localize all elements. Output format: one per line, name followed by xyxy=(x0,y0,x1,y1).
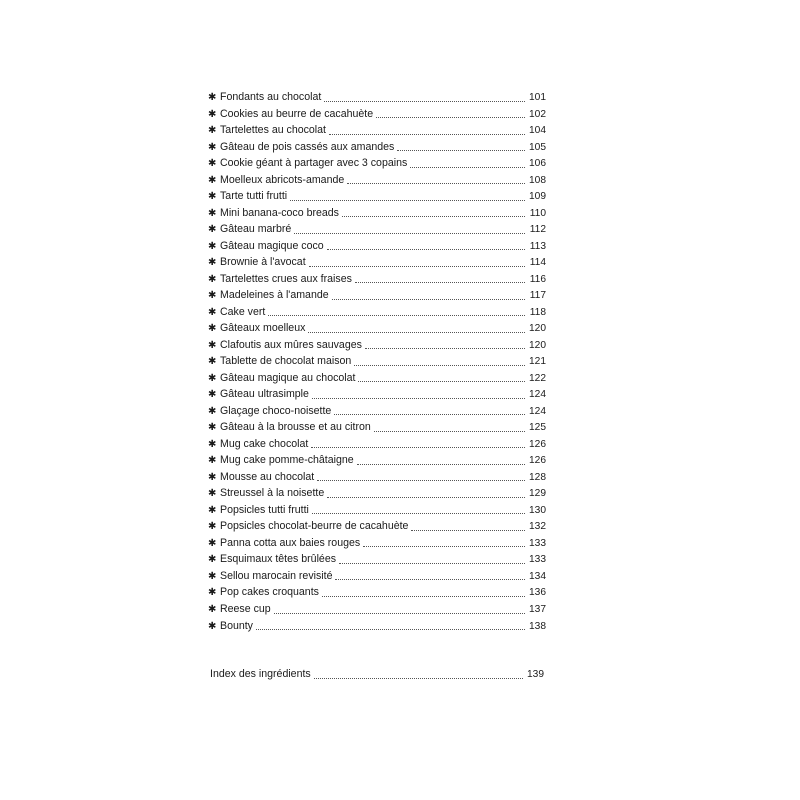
toc-entry xyxy=(208,436,546,453)
asterisk-bullet-icon: ✱ xyxy=(208,471,217,483)
toc-entry-title: Streussel à la noisette xyxy=(220,487,325,500)
index-page-number: 139 xyxy=(527,669,544,680)
toc-entry xyxy=(208,518,546,535)
asterisk-bullet-icon: ✱ xyxy=(208,323,217,335)
asterisk-bullet-icon: ✱ xyxy=(208,257,217,269)
toc-entry-page-number: 122 xyxy=(529,372,546,384)
toc-entry xyxy=(208,221,546,238)
dot-leader xyxy=(332,298,525,300)
toc-entry-page-number: 120 xyxy=(529,339,546,351)
toc-entry xyxy=(208,386,546,403)
asterisk-bullet-icon: ✱ xyxy=(208,141,217,153)
toc-entry-page-number: 126 xyxy=(529,455,546,467)
toc-entry xyxy=(208,304,546,321)
dot-leader xyxy=(376,116,525,118)
table-of-contents xyxy=(208,89,546,634)
toc-entry-page-number: 136 xyxy=(529,587,546,599)
dot-leader xyxy=(322,595,525,597)
toc-entry-title: Gâteau à la brousse et au citron xyxy=(220,421,371,434)
toc-entry xyxy=(208,254,546,271)
index-entry xyxy=(210,666,544,683)
toc-entry xyxy=(208,485,546,502)
toc-entry-page-number: 109 xyxy=(529,191,546,203)
toc-entry-page-number: 130 xyxy=(529,504,546,516)
toc-entry-page-number: 105 xyxy=(529,141,546,153)
asterisk-bullet-icon: ✱ xyxy=(208,224,217,236)
toc-entry-title: Mousse au chocolat xyxy=(220,470,315,483)
toc-entry-title: Popsicles tutti frutti xyxy=(220,503,309,516)
toc-entry xyxy=(208,502,546,519)
asterisk-bullet-icon: ✱ xyxy=(208,537,217,549)
toc-entry xyxy=(208,535,546,552)
asterisk-bullet-icon: ✱ xyxy=(208,504,217,516)
toc-entry-title: Gâteau magique au chocolat xyxy=(220,371,356,384)
toc-entry-title: Esquimaux têtes brûlées xyxy=(220,553,337,566)
dot-leader xyxy=(342,215,525,217)
toc-entry xyxy=(208,271,546,288)
toc-entry-page-number: 110 xyxy=(529,207,546,219)
toc-entry-title: Tartelettes au chocolat xyxy=(220,124,326,137)
toc-entry xyxy=(208,618,546,635)
dot-leader xyxy=(363,545,525,547)
toc-entry-title: Clafoutis aux mûres sauvages xyxy=(220,338,362,351)
toc-entry-page-number: 133 xyxy=(529,537,546,549)
dot-leader xyxy=(355,281,525,283)
toc-entry-title: Gâteau de pois cassés aux amandes xyxy=(220,140,395,153)
asterisk-bullet-icon: ✱ xyxy=(208,389,217,401)
toc-entry-title: Cookies au beurre de cacahuète xyxy=(220,107,374,120)
toc-entry xyxy=(208,155,546,172)
asterisk-bullet-icon: ✱ xyxy=(208,405,217,417)
toc-entry-title: Bounty xyxy=(220,619,253,632)
toc-entry xyxy=(208,403,546,420)
toc-entry xyxy=(208,353,546,370)
toc-entry-title: Sellou marocain revisité xyxy=(220,569,333,582)
dot-leader xyxy=(374,430,525,432)
asterisk-bullet-icon: ✱ xyxy=(208,158,217,170)
toc-entry-page-number: 104 xyxy=(529,125,546,137)
dot-leader xyxy=(290,199,525,201)
toc-entry-page-number: 118 xyxy=(529,306,546,318)
asterisk-bullet-icon: ✱ xyxy=(208,587,217,599)
asterisk-bullet-icon: ✱ xyxy=(208,372,217,384)
toc-entry-page-number: 126 xyxy=(529,438,546,450)
asterisk-bullet-icon: ✱ xyxy=(208,521,217,533)
toc-entry-page-number: 132 xyxy=(529,521,546,533)
asterisk-bullet-icon: ✱ xyxy=(208,191,217,203)
toc-entry-page-number: 133 xyxy=(529,554,546,566)
toc-entry-page-number: 120 xyxy=(529,323,546,335)
dot-leader xyxy=(324,100,525,102)
toc-entry-page-number: 125 xyxy=(529,422,546,434)
toc-entry-title: Tartelettes crues aux fraises xyxy=(220,272,352,285)
toc-entry-page-number: 137 xyxy=(529,603,546,615)
toc-entry-title: Mug cake chocolat xyxy=(220,437,309,450)
dot-leader xyxy=(335,578,525,580)
dot-leader xyxy=(256,628,525,630)
toc-entry xyxy=(208,568,546,585)
toc-entry-title: Gâteaux moelleux xyxy=(220,322,306,335)
toc-entry-page-number: 101 xyxy=(529,92,546,103)
toc-entry-page-number: 117 xyxy=(529,290,546,302)
dot-leader xyxy=(358,380,525,382)
dot-leader xyxy=(347,182,525,184)
dot-leader xyxy=(327,248,525,250)
asterisk-bullet-icon: ✱ xyxy=(208,174,217,186)
asterisk-bullet-icon: ✱ xyxy=(208,108,217,120)
toc-entry xyxy=(208,469,546,486)
toc-entry xyxy=(208,139,546,156)
toc-entry-title: Brownie à l'avocat xyxy=(220,256,306,269)
toc-entry xyxy=(208,320,546,337)
dot-leader xyxy=(354,364,525,366)
toc-entry-page-number: 113 xyxy=(529,240,546,252)
toc-entry-page-number: 116 xyxy=(529,273,546,285)
asterisk-bullet-icon: ✱ xyxy=(208,488,217,500)
toc-entry-title: Madeleines à l'amande xyxy=(220,289,329,302)
toc-entry-page-number: 102 xyxy=(529,108,546,120)
asterisk-bullet-icon: ✱ xyxy=(208,207,217,219)
toc-entry xyxy=(208,205,546,222)
dot-leader xyxy=(268,314,525,316)
asterisk-bullet-icon: ✱ xyxy=(208,620,217,632)
asterisk-bullet-icon: ✱ xyxy=(208,570,217,582)
toc-entry xyxy=(208,370,546,387)
toc-entry-page-number: 124 xyxy=(529,405,546,417)
asterisk-bullet-icon: ✱ xyxy=(208,422,217,434)
dot-leader xyxy=(308,331,525,333)
toc-entry-title: Glaçage choco-noisette xyxy=(220,404,332,417)
toc-entry xyxy=(208,287,546,304)
asterisk-bullet-icon: ✱ xyxy=(208,125,217,137)
toc-entry-title: Moelleux abricots-amande xyxy=(220,173,345,186)
toc-entry-page-number: 112 xyxy=(529,224,546,236)
dot-leader xyxy=(327,496,525,498)
toc-entry-page-number: 108 xyxy=(529,174,546,186)
asterisk-bullet-icon: ✱ xyxy=(208,273,217,285)
toc-entry-title: Popsicles chocolat-beurre de cacahuète xyxy=(220,520,409,533)
index-title: Index des ingrédients xyxy=(210,668,311,680)
toc-entry-title: Tarte tutti frutti xyxy=(220,190,288,203)
toc-entry-title: Cake vert xyxy=(220,305,266,318)
toc-entry xyxy=(208,584,546,601)
dot-leader xyxy=(314,677,523,679)
toc-entry-title: Mini banana-coco breads xyxy=(220,206,339,219)
toc-entry xyxy=(208,551,546,568)
dot-leader xyxy=(317,479,525,481)
toc-entry-page-number: 138 xyxy=(529,620,546,632)
toc-entry-title: Cookie géant à partager avec 3 copains xyxy=(220,157,408,170)
dot-leader xyxy=(357,463,525,465)
toc-entry-page-number: 128 xyxy=(529,471,546,483)
dot-leader xyxy=(410,166,525,168)
dot-leader xyxy=(365,347,525,349)
asterisk-bullet-icon: ✱ xyxy=(208,92,217,103)
toc-entry-title: Gâteau magique coco xyxy=(220,239,324,252)
asterisk-bullet-icon: ✱ xyxy=(208,438,217,450)
toc-entry xyxy=(208,452,546,469)
toc-entry-page-number: 121 xyxy=(529,356,546,368)
dot-leader xyxy=(309,265,525,267)
toc-entry-page-number: 114 xyxy=(529,257,546,269)
dot-leader xyxy=(312,397,525,399)
toc-entry-page-number: 134 xyxy=(529,570,546,582)
asterisk-bullet-icon: ✱ xyxy=(208,603,217,615)
dot-leader xyxy=(274,612,525,614)
dot-leader xyxy=(294,232,525,234)
dot-leader xyxy=(329,133,525,135)
asterisk-bullet-icon: ✱ xyxy=(208,306,217,318)
toc-entry xyxy=(208,106,546,123)
asterisk-bullet-icon: ✱ xyxy=(208,554,217,566)
dot-leader xyxy=(334,413,525,415)
toc-entry-page-number: 106 xyxy=(529,158,546,170)
asterisk-bullet-icon: ✱ xyxy=(208,356,217,368)
dot-leader xyxy=(312,512,525,514)
asterisk-bullet-icon: ✱ xyxy=(208,290,217,302)
dot-leader xyxy=(339,562,525,564)
toc-entry-page-number: 129 xyxy=(529,488,546,500)
toc-entry xyxy=(208,172,546,189)
toc-entry-title: Reese cup xyxy=(220,602,271,615)
toc-entry xyxy=(208,89,546,106)
toc-entry xyxy=(208,337,546,354)
asterisk-bullet-icon: ✱ xyxy=(208,240,217,252)
toc-entry-page-number: 124 xyxy=(529,389,546,401)
asterisk-bullet-icon: ✱ xyxy=(208,339,217,351)
toc-entry xyxy=(208,122,546,139)
dot-leader xyxy=(397,149,525,151)
dot-leader xyxy=(411,529,525,531)
toc-entry-title: Gâteau ultrasimple xyxy=(220,388,309,401)
toc-entry-title: Gâteau marbré xyxy=(220,223,292,236)
toc-entry xyxy=(208,238,546,255)
toc-entry xyxy=(208,601,546,618)
toc-entry-title: Panna cotta aux baies rouges xyxy=(220,536,361,549)
toc-list xyxy=(208,89,546,634)
dot-leader xyxy=(311,446,525,448)
toc-entry xyxy=(208,188,546,205)
asterisk-bullet-icon: ✱ xyxy=(208,455,217,467)
toc-entry xyxy=(208,419,546,436)
toc-entry-title: Tablette de chocolat maison xyxy=(220,355,352,368)
toc-entry-title: Pop cakes croquants xyxy=(220,586,319,599)
toc-entry-title: Mug cake pomme-châtaigne xyxy=(220,454,354,467)
toc-entry-title: Fondants au chocolat xyxy=(220,91,322,103)
